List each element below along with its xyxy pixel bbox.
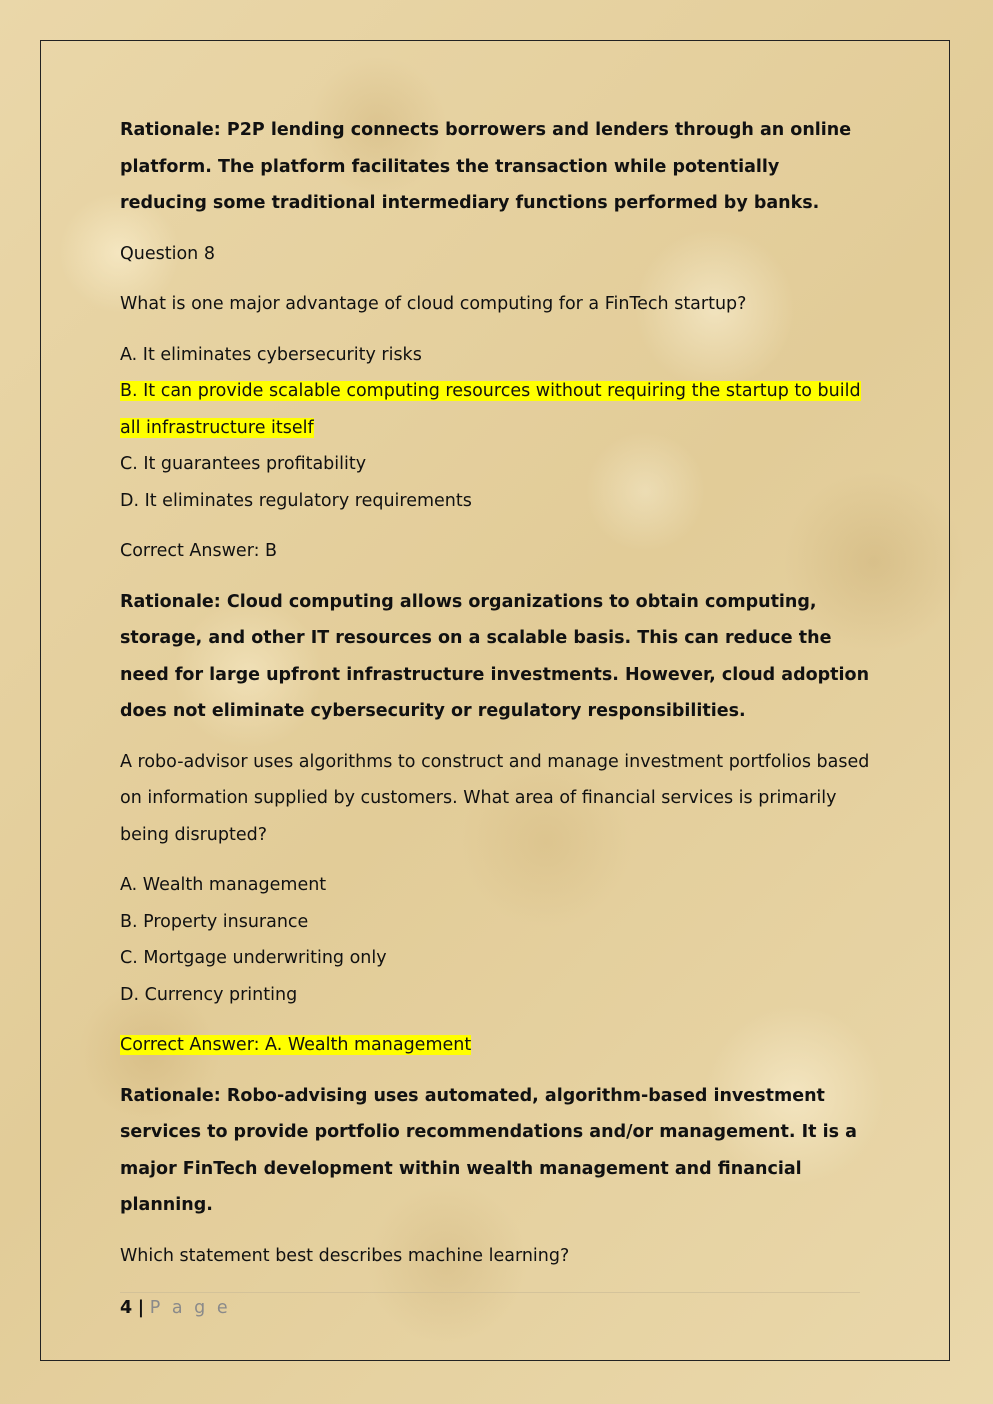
option-a: A. It eliminates cybersecurity risks (120, 344, 422, 365)
option-d: D. It eliminates regulatory requirements (120, 490, 472, 511)
option-c: C. It guarantees profitability (120, 454, 367, 474)
page-number: 4 (120, 1298, 133, 1318)
correct-answer: Correct Answer: B (120, 541, 278, 561)
footer-separator: | (137, 1298, 145, 1318)
page-word: P a g e (149, 1298, 231, 1318)
rationale-p2p: Rationale: P2P lending connects borrowers and lenders through an online platform. The platform facilitates the transaction while potentially reducing some traditional intermediary functions performed by banks. (120, 120, 852, 213)
question-label: Question 8 (120, 243, 215, 264)
highlighted-answer: B. It can provide scalable computing resources without requiring the startup to build all infrastructure itself (120, 381, 861, 438)
page-footer (120, 1292, 860, 1323)
option-a: A. Wealth management (120, 875, 327, 895)
rationale-robo: Rationale: Robo-advising uses automated, algorithm-based investment services to provide portfolio recommendations and/or management. It is a major FinTech development within wealth management and financial planning. (120, 1085, 857, 1215)
correct-answer-highlighted (120, 1027, 872, 1064)
option-b-highlighted (120, 373, 872, 446)
document-body (120, 112, 872, 1274)
option-c: C. Mortgage underwriting only (120, 948, 387, 968)
question-text-ml: Which statement best describes machine learning? (120, 1245, 570, 1266)
question-text: What is one major advantage of cloud computing for a FinTech startup? (120, 294, 747, 314)
option-d: D. Currency printing (120, 984, 298, 1005)
rationale-cloud: Rationale: Cloud computing allows organizations to obtain computing, storage, and other IT resources on a scalable basis. This can reduce the need for large upfront infrastructure investments. However, cloud adoption does not eliminate cybersecurity or regulatory responsibilities. (120, 591, 870, 721)
highlighted-correct-answer: Correct Answer: A. Wealth management (120, 1035, 472, 1055)
option-b: B. Property insurance (120, 911, 309, 932)
question-text-robo: A robo-advisor uses algorithms to construct and manage investment portfolios based on information supplied by customers. What area of financial services is primarily being disrupted? (120, 751, 870, 845)
